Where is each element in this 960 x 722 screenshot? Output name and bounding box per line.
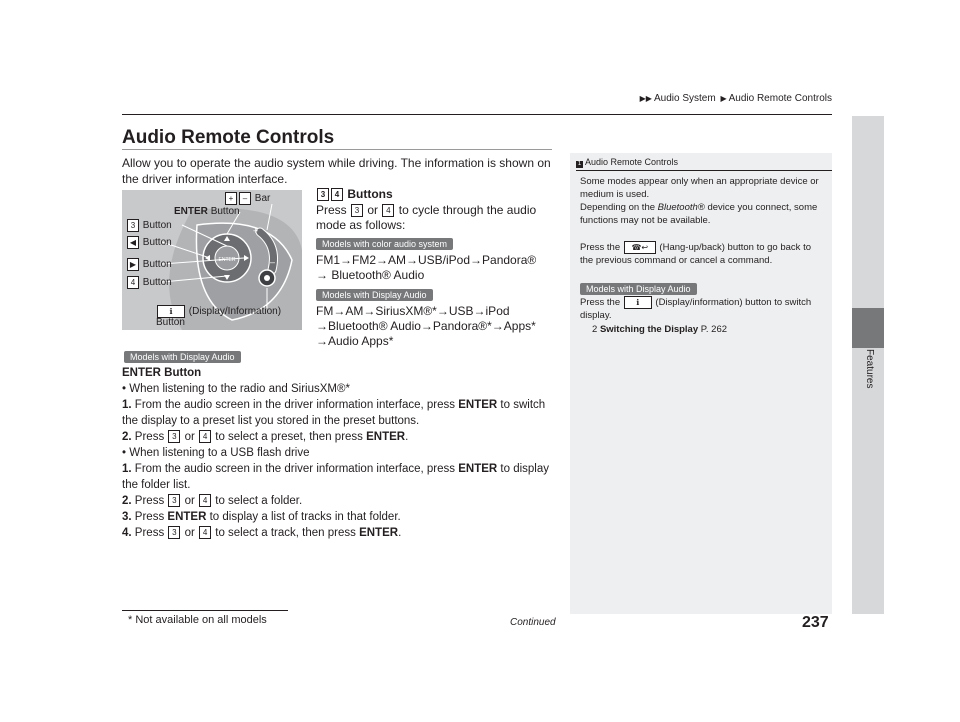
bullet-radio: • When listening to the radio and SiriusXM®*	[122, 383, 350, 395]
enter-heading: ENTER Button	[122, 367, 202, 379]
down-button-label: 4 Button	[126, 276, 172, 289]
step-usb-3: 3. Press ENTER to display a list of tracks in that folder.	[122, 511, 401, 523]
side-tab-label[interactable]: Features	[864, 349, 875, 389]
title-rule	[122, 149, 552, 150]
step-radio-1: 1. From the audio screen in the driver information interface, press ENTER to switch the display to a preset list you stored in the preset buttons.	[122, 399, 546, 427]
up-key-icon: 3	[168, 430, 180, 443]
page-title: Audio Remote Controls	[122, 127, 335, 148]
up-key-icon: 3	[317, 188, 329, 201]
model-tag-color-audio: Models with color audio system	[316, 238, 453, 250]
left-arrow-key-icon: ◀	[127, 236, 139, 249]
down-key-icon: 4	[199, 494, 211, 507]
continued-label: Continued	[510, 617, 556, 628]
step-usb-2: 2. Press 3 or 4 to select a folder.	[122, 495, 303, 507]
mode-sequence-1-line-2: → Bluetooth® Audio	[316, 268, 425, 282]
mode-sequence-2-line-2: →Bluetooth® Audio→Pandora®*→Apps*	[316, 319, 536, 333]
intro-text: Allow you to operate the audio system while driving. The information is shown on the driver information interface.	[122, 156, 551, 186]
note-link[interactable]: 2 Switching the Display P. 262	[592, 324, 728, 335]
up-key-icon: 3	[127, 219, 139, 232]
knob-label: ENTER	[218, 257, 236, 263]
right-arrow-key-icon: ▶	[127, 258, 139, 271]
breadcrumb-subsection[interactable]: Audio Remote Controls	[728, 93, 832, 104]
plus-key-icon: +	[225, 192, 237, 205]
note-paragraph-1: Some modes appear only when an appropriate device or medium is used.	[580, 176, 819, 200]
link-mark-icon: 2	[592, 324, 598, 335]
steering-wheel-figure	[122, 190, 302, 330]
note-paragraph-3: Press the ☎↩ (Hang-up/back) button to go back to the previous command or cancel a command.	[580, 242, 811, 267]
display-info-icon: ℹ	[157, 305, 185, 318]
note-paragraph-4: Press the ℹ (Display/information) button to switch display.	[580, 297, 812, 322]
side-tab-marker	[852, 308, 884, 348]
bar-label: + – Bar	[224, 192, 270, 205]
model-tag-display-audio-enter: Models with Display Audio	[124, 351, 241, 363]
buttons-description: Press 3 or 4 to cycle through the audio mode as follows:	[316, 203, 537, 232]
down-key-icon: 4	[199, 526, 211, 539]
mode-sequence-2-line-3: →Audio Apps*	[316, 334, 394, 348]
up-key-icon: 3	[351, 204, 363, 217]
step-usb-1: 1. From the audio screen in the driver information interface, press ENTER to display the folder list.	[122, 463, 550, 491]
footnote: * Not available on all models	[128, 614, 267, 626]
enter-button-label: ENTER Button	[174, 206, 240, 217]
note-title: 1 Audio Remote Controls	[577, 157, 679, 167]
up-key-icon: 3	[168, 526, 180, 539]
up-key-icon: 3	[168, 494, 180, 507]
step-radio-2: 2. Press 3 or 4 to select a preset, then press ENTER.	[122, 431, 409, 443]
minus-key-icon: –	[239, 192, 251, 205]
plus-sign: +	[253, 226, 259, 236]
breadcrumb	[638, 93, 832, 104]
down-key-icon: 4	[382, 204, 394, 217]
mode-sequence-1-line-1: FM1→FM2→AM→USB/iPod→Pandora®	[316, 253, 537, 267]
mode-sequence-2-line-1: FM→AM→SiriusXM®*→USB→iPod	[316, 304, 510, 318]
display-info-icon: ℹ	[624, 296, 652, 309]
display-button-label: ℹ (Display/Information)	[156, 305, 281, 318]
hang-up-back-icon: ☎↩	[624, 241, 656, 254]
minus-sign: –	[270, 257, 276, 267]
footnote-rule	[122, 610, 288, 611]
note-rule	[576, 170, 832, 171]
breadcrumb-section[interactable]: Audio System	[653, 93, 716, 104]
buttons-heading: 3 4 Buttons	[316, 187, 393, 201]
model-tag-display-audio: Models with Display Audio	[316, 289, 433, 301]
down-key-icon: 4	[199, 430, 211, 443]
header-rule	[122, 114, 832, 115]
page-number: 237	[802, 614, 829, 631]
note-model-tag: Models with Display Audio	[580, 283, 697, 295]
note-mark-icon: 1	[577, 161, 582, 167]
display-button-label-2: Button	[156, 317, 185, 328]
down-key-icon: 4	[331, 188, 343, 201]
up-button-label: 3 Button	[126, 219, 172, 232]
right-button-label: ▶ Button	[126, 258, 172, 271]
bullet-usb: • When listening to a USB flash drive	[122, 447, 310, 459]
breadcrumb-arrow-icon: ▶▶	[639, 94, 652, 103]
step-usb-4: 4. Press 3 or 4 to select a track, then press ENTER.	[122, 527, 402, 539]
left-button-label: ◀ Button	[126, 236, 172, 249]
breadcrumb-arrow-icon: ▶	[720, 94, 727, 103]
down-key-icon: 4	[127, 276, 139, 289]
note-paragraph-2: Depending on the Bluetooth® device you connect, some functions may not be available.	[580, 202, 818, 226]
